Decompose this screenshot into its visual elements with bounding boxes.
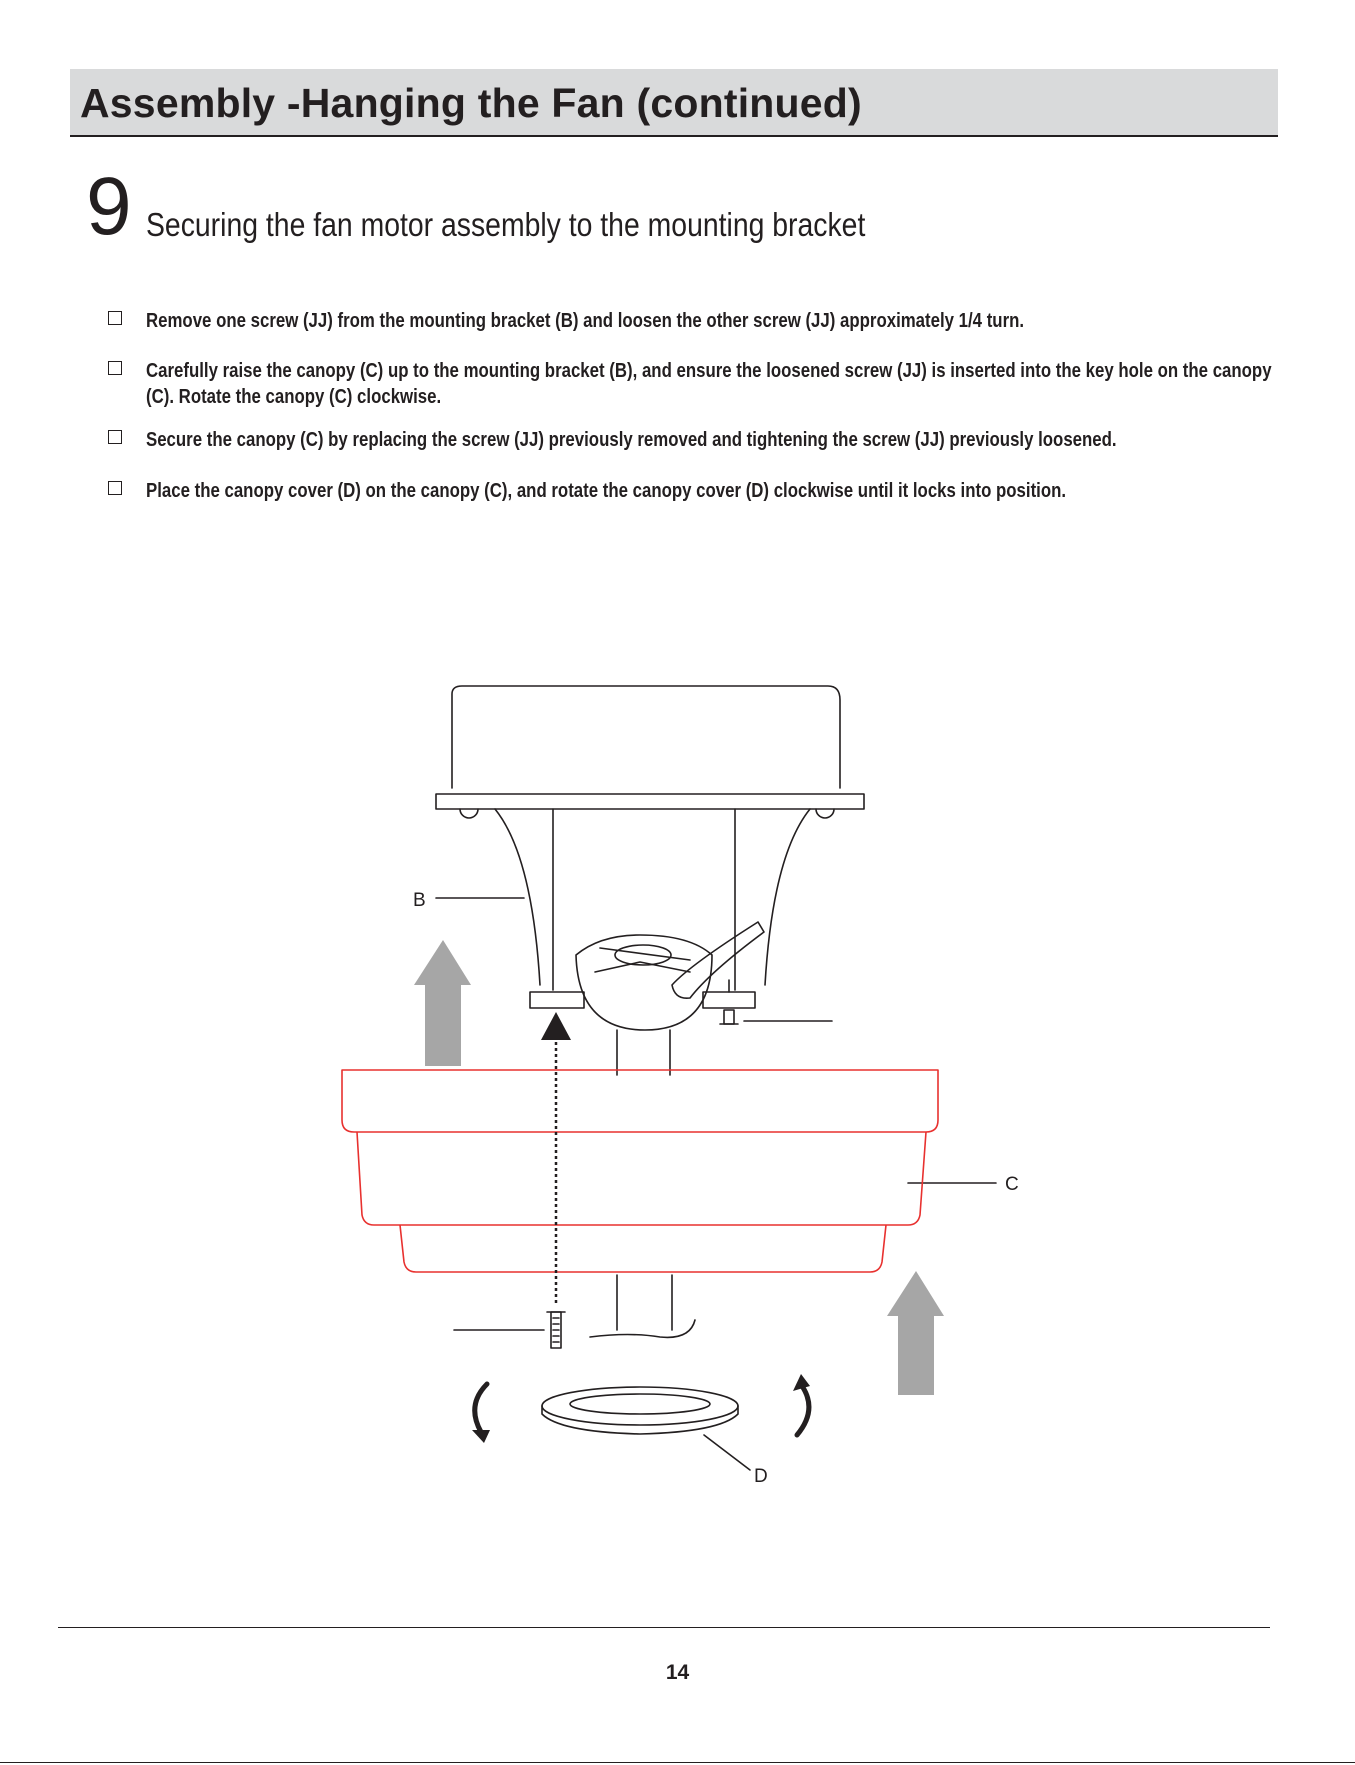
- instruction-item: [106, 478, 1286, 504]
- rotate-arrow-right: [793, 1374, 810, 1435]
- canopy-cover-ring: [542, 1387, 738, 1434]
- checkbox[interactable]: [108, 481, 122, 495]
- alignment-arrow: [541, 1012, 571, 1040]
- label-canopy: C: [1005, 1174, 1019, 1195]
- bracket-tab-left: [530, 992, 584, 1008]
- instruction-item: [106, 308, 1286, 334]
- checkbox[interactable]: [108, 311, 122, 325]
- step-title: Securing the fan motor assembly to the mounting bracket: [146, 206, 866, 243]
- instruction-text: Remove one screw (JJ) from the mounting bracket (B) and loosen the other screw (JJ) approximately 1/4 turn.: [146, 309, 1025, 332]
- instruction-text: Secure the canopy (C) by replacing the screw (JJ) previously removed and tightening the screw (JJ) previously loosened.: [146, 428, 1117, 451]
- raise-arrow-right: [887, 1271, 944, 1395]
- checkbox[interactable]: [108, 361, 122, 375]
- instruction-text: Place the canopy cover (D) on the canopy (C), and rotate the canopy cover (D) clockwise until it locks into position.: [146, 479, 1067, 502]
- bottom-rule: [0, 1762, 1355, 1763]
- page-number: 14: [665, 1661, 690, 1684]
- instruction-item: [106, 427, 1286, 453]
- step-number: 9: [86, 161, 132, 252]
- rotate-arrow-left: [472, 1384, 490, 1443]
- raise-arrow-left: [414, 940, 471, 1066]
- bracket-tab-right: [703, 992, 755, 1008]
- label-canopy-cover: D: [754, 1466, 768, 1487]
- ceiling-plate: [436, 794, 864, 809]
- instruction-text: Carefully raise the canopy (C) up to the mounting bracket (B), and ensure the loosened screw (JJ) is inserted into the key hole on the canopy (C). Rotate the canopy (C) clockwise.: [146, 359, 1272, 408]
- hanger-ball: [576, 935, 712, 1030]
- ceiling-box: [452, 686, 840, 788]
- screw-lower: [547, 1312, 565, 1348]
- footer-rule: [58, 1627, 1270, 1628]
- mounting-bracket: [495, 809, 540, 985]
- checkbox[interactable]: [108, 430, 122, 444]
- section-header: [70, 69, 1278, 137]
- label-bracket: B: [413, 890, 426, 911]
- instruction-item: [106, 358, 1286, 410]
- section-title: Assembly -Hanging the Fan (continued): [80, 80, 862, 126]
- canopy: [342, 1070, 938, 1272]
